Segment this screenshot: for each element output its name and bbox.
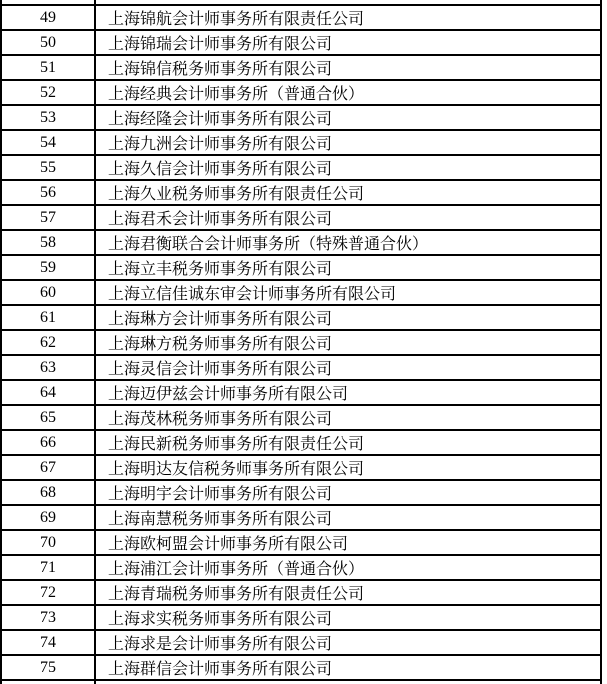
- row-number-cell: [2, 631, 96, 654]
- table-row: [2, 256, 602, 281]
- row-number-cell: [2, 6, 96, 29]
- table-row: [2, 181, 602, 206]
- row-company-cell: [96, 581, 602, 604]
- row-number: 75: [40, 658, 56, 676]
- row-number: 51: [40, 58, 56, 76]
- row-company-cell: [96, 306, 602, 329]
- row-number: 54: [40, 133, 56, 151]
- row-number-cell: [2, 31, 96, 54]
- row-number: 74: [40, 633, 56, 651]
- company-name: 上海茂林税务师事务所有限公司: [108, 411, 333, 428]
- row-number-cell: [2, 431, 96, 454]
- company-name: 上海锦信税务师事务所有限公司: [108, 61, 333, 78]
- row-company-cell: [96, 631, 602, 654]
- row-company-cell: [96, 506, 602, 529]
- company-name: 上海经隆会计师事务所有限公司: [108, 111, 333, 128]
- row-company-cell: [96, 131, 602, 154]
- table-row: [2, 431, 602, 456]
- company-name: 上海经典会计师事务所（普通合伙）: [108, 86, 365, 103]
- row-number-cell: [2, 156, 96, 179]
- company-name: 上海明达友信税务师事务所有限公司: [108, 461, 365, 478]
- table-row: [2, 131, 602, 156]
- table-row: [2, 381, 602, 406]
- row-company-cell: [96, 656, 602, 679]
- table-body: [2, 6, 602, 681]
- row-number: 62: [40, 333, 56, 351]
- row-number: 58: [40, 233, 56, 251]
- table-row: [2, 456, 602, 481]
- row-company-cell: [96, 6, 602, 29]
- company-name: 上海明宇会计师事务所有限公司: [108, 486, 333, 503]
- row-company-cell: [96, 431, 602, 454]
- company-name: 上海群信会计师事务所有限公司: [108, 661, 333, 678]
- row-company-cell: [96, 406, 602, 429]
- row-number-cell: [2, 606, 96, 629]
- row-company-cell: [96, 606, 602, 629]
- row-number-cell: [2, 231, 96, 254]
- row-company-cell: [96, 181, 602, 204]
- row-number: 64: [40, 383, 56, 401]
- table-row: [2, 156, 602, 181]
- row-company-cell: [96, 206, 602, 229]
- row-company-cell: [96, 531, 602, 554]
- table-row: [2, 631, 602, 656]
- row-number: 70: [40, 533, 56, 551]
- table-row: [2, 556, 602, 581]
- row-number: 71: [40, 558, 56, 576]
- row-company-cell: [96, 556, 602, 579]
- company-name: 上海迈伊兹会计师事务所有限公司: [108, 386, 349, 403]
- row-number-cell: [2, 456, 96, 479]
- row-number-cell: [2, 256, 96, 279]
- row-number: 72: [40, 583, 56, 601]
- row-number-cell: [2, 356, 96, 379]
- row-company-cell: [96, 106, 602, 129]
- row-company-cell: [96, 331, 602, 354]
- company-name: 上海青瑞税务师事务所有限责任公司: [108, 586, 365, 603]
- company-name: 上海久业税务师事务所有限责任公司: [108, 186, 365, 203]
- table-row: [2, 206, 602, 231]
- company-name: 上海琳方税务师事务所有限公司: [108, 336, 333, 353]
- row-number: 52: [40, 83, 56, 101]
- row-company-cell: [96, 356, 602, 379]
- row-number-cell: [2, 281, 96, 304]
- company-name: 上海求是会计师事务所有限公司: [108, 636, 333, 653]
- row-number: 65: [40, 408, 56, 426]
- row-number: 60: [40, 283, 56, 301]
- row-number-cell: [2, 0, 96, 4]
- company-name: 上海锦航会计师事务所有限责任公司: [108, 11, 365, 28]
- table-row: [2, 531, 602, 556]
- row-company-cell: [96, 56, 602, 79]
- table-row: [2, 356, 602, 381]
- row-number: 66: [40, 433, 56, 451]
- row-company-cell: [96, 81, 602, 104]
- company-name: 上海欧柯盟会计师事务所有限公司: [108, 536, 349, 553]
- row-number: 73: [40, 608, 56, 626]
- row-number-cell: [2, 181, 96, 204]
- table-row: [2, 56, 602, 81]
- row-number-cell: [2, 306, 96, 329]
- company-name: 上海南慧税务师事务所有限公司: [108, 511, 333, 528]
- company-name: 上海求实税务师事务所有限公司: [108, 611, 333, 628]
- company-name: 上海君衡联合会计师事务所（特殊普通合伙）: [108, 236, 429, 253]
- table-row: [2, 331, 602, 356]
- row-number-cell: [2, 556, 96, 579]
- row-number: 59: [40, 258, 56, 276]
- company-name: 上海浦江会计师事务所（普通合伙）: [108, 561, 365, 578]
- row-number: 63: [40, 358, 56, 376]
- company-name: 上海立丰税务师事务所有限公司: [108, 261, 333, 278]
- row-number: 56: [40, 183, 56, 201]
- row-company-cell: [96, 456, 602, 479]
- row-company-cell: [96, 481, 602, 504]
- row-number: 61: [40, 308, 56, 326]
- table-row: [2, 106, 602, 131]
- row-company-cell: [96, 0, 602, 4]
- table-row: [2, 306, 602, 331]
- row-number-cell: [2, 81, 96, 104]
- row-number-cell: [2, 531, 96, 554]
- row-company-cell: [96, 31, 602, 54]
- company-name: 上海民新税务师事务所有限责任公司: [108, 436, 365, 453]
- company-name: 上海琳方会计师事务所有限公司: [108, 311, 333, 328]
- row-number-cell: [2, 656, 96, 679]
- company-name: 上海锦瑞会计师事务所有限公司: [108, 36, 333, 53]
- table-row: [2, 81, 602, 106]
- table-row: [2, 656, 602, 681]
- company-name: 上海君禾会计师事务所有限公司: [108, 211, 333, 228]
- row-number: 57: [40, 208, 56, 226]
- table-row: [2, 481, 602, 506]
- table-row: [2, 6, 602, 31]
- company-name: 上海灵信会计师事务所有限公司: [108, 361, 333, 378]
- table-row: [2, 606, 602, 631]
- row-number-cell: [2, 56, 96, 79]
- row-number-cell: [2, 381, 96, 404]
- table-row: [2, 281, 602, 306]
- row-number-cell: [2, 106, 96, 129]
- row-company-cell: [96, 231, 602, 254]
- row-number-cell: [2, 131, 96, 154]
- row-number: 69: [40, 508, 56, 526]
- row-number-cell: [2, 206, 96, 229]
- company-name: 上海九洲会计师事务所有限公司: [108, 136, 333, 153]
- row-number-cell: [2, 331, 96, 354]
- row-number-cell: [2, 406, 96, 429]
- row-number: 50: [40, 33, 56, 51]
- table-row: [2, 31, 602, 56]
- row-company-cell: [96, 256, 602, 279]
- row-number-cell: [2, 506, 96, 529]
- row-number: 67: [40, 458, 56, 476]
- row-number-cell: [2, 481, 96, 504]
- table-row: [2, 406, 602, 431]
- row-company-cell: [96, 156, 602, 179]
- company-name: 上海久信会计师事务所有限公司: [108, 161, 333, 178]
- table-row: [2, 506, 602, 531]
- company-name: 上海立信佳诚东审会计师事务所有限公司: [108, 286, 397, 303]
- row-number-cell: [2, 581, 96, 604]
- row-number: 68: [40, 483, 56, 501]
- row-company-cell: [96, 381, 602, 404]
- table-row: [2, 581, 602, 606]
- row-number: 53: [40, 108, 56, 126]
- table-row: [2, 231, 602, 256]
- row-number: 49: [40, 8, 56, 26]
- row-company-cell: [96, 281, 602, 304]
- row-number: 55: [40, 158, 56, 176]
